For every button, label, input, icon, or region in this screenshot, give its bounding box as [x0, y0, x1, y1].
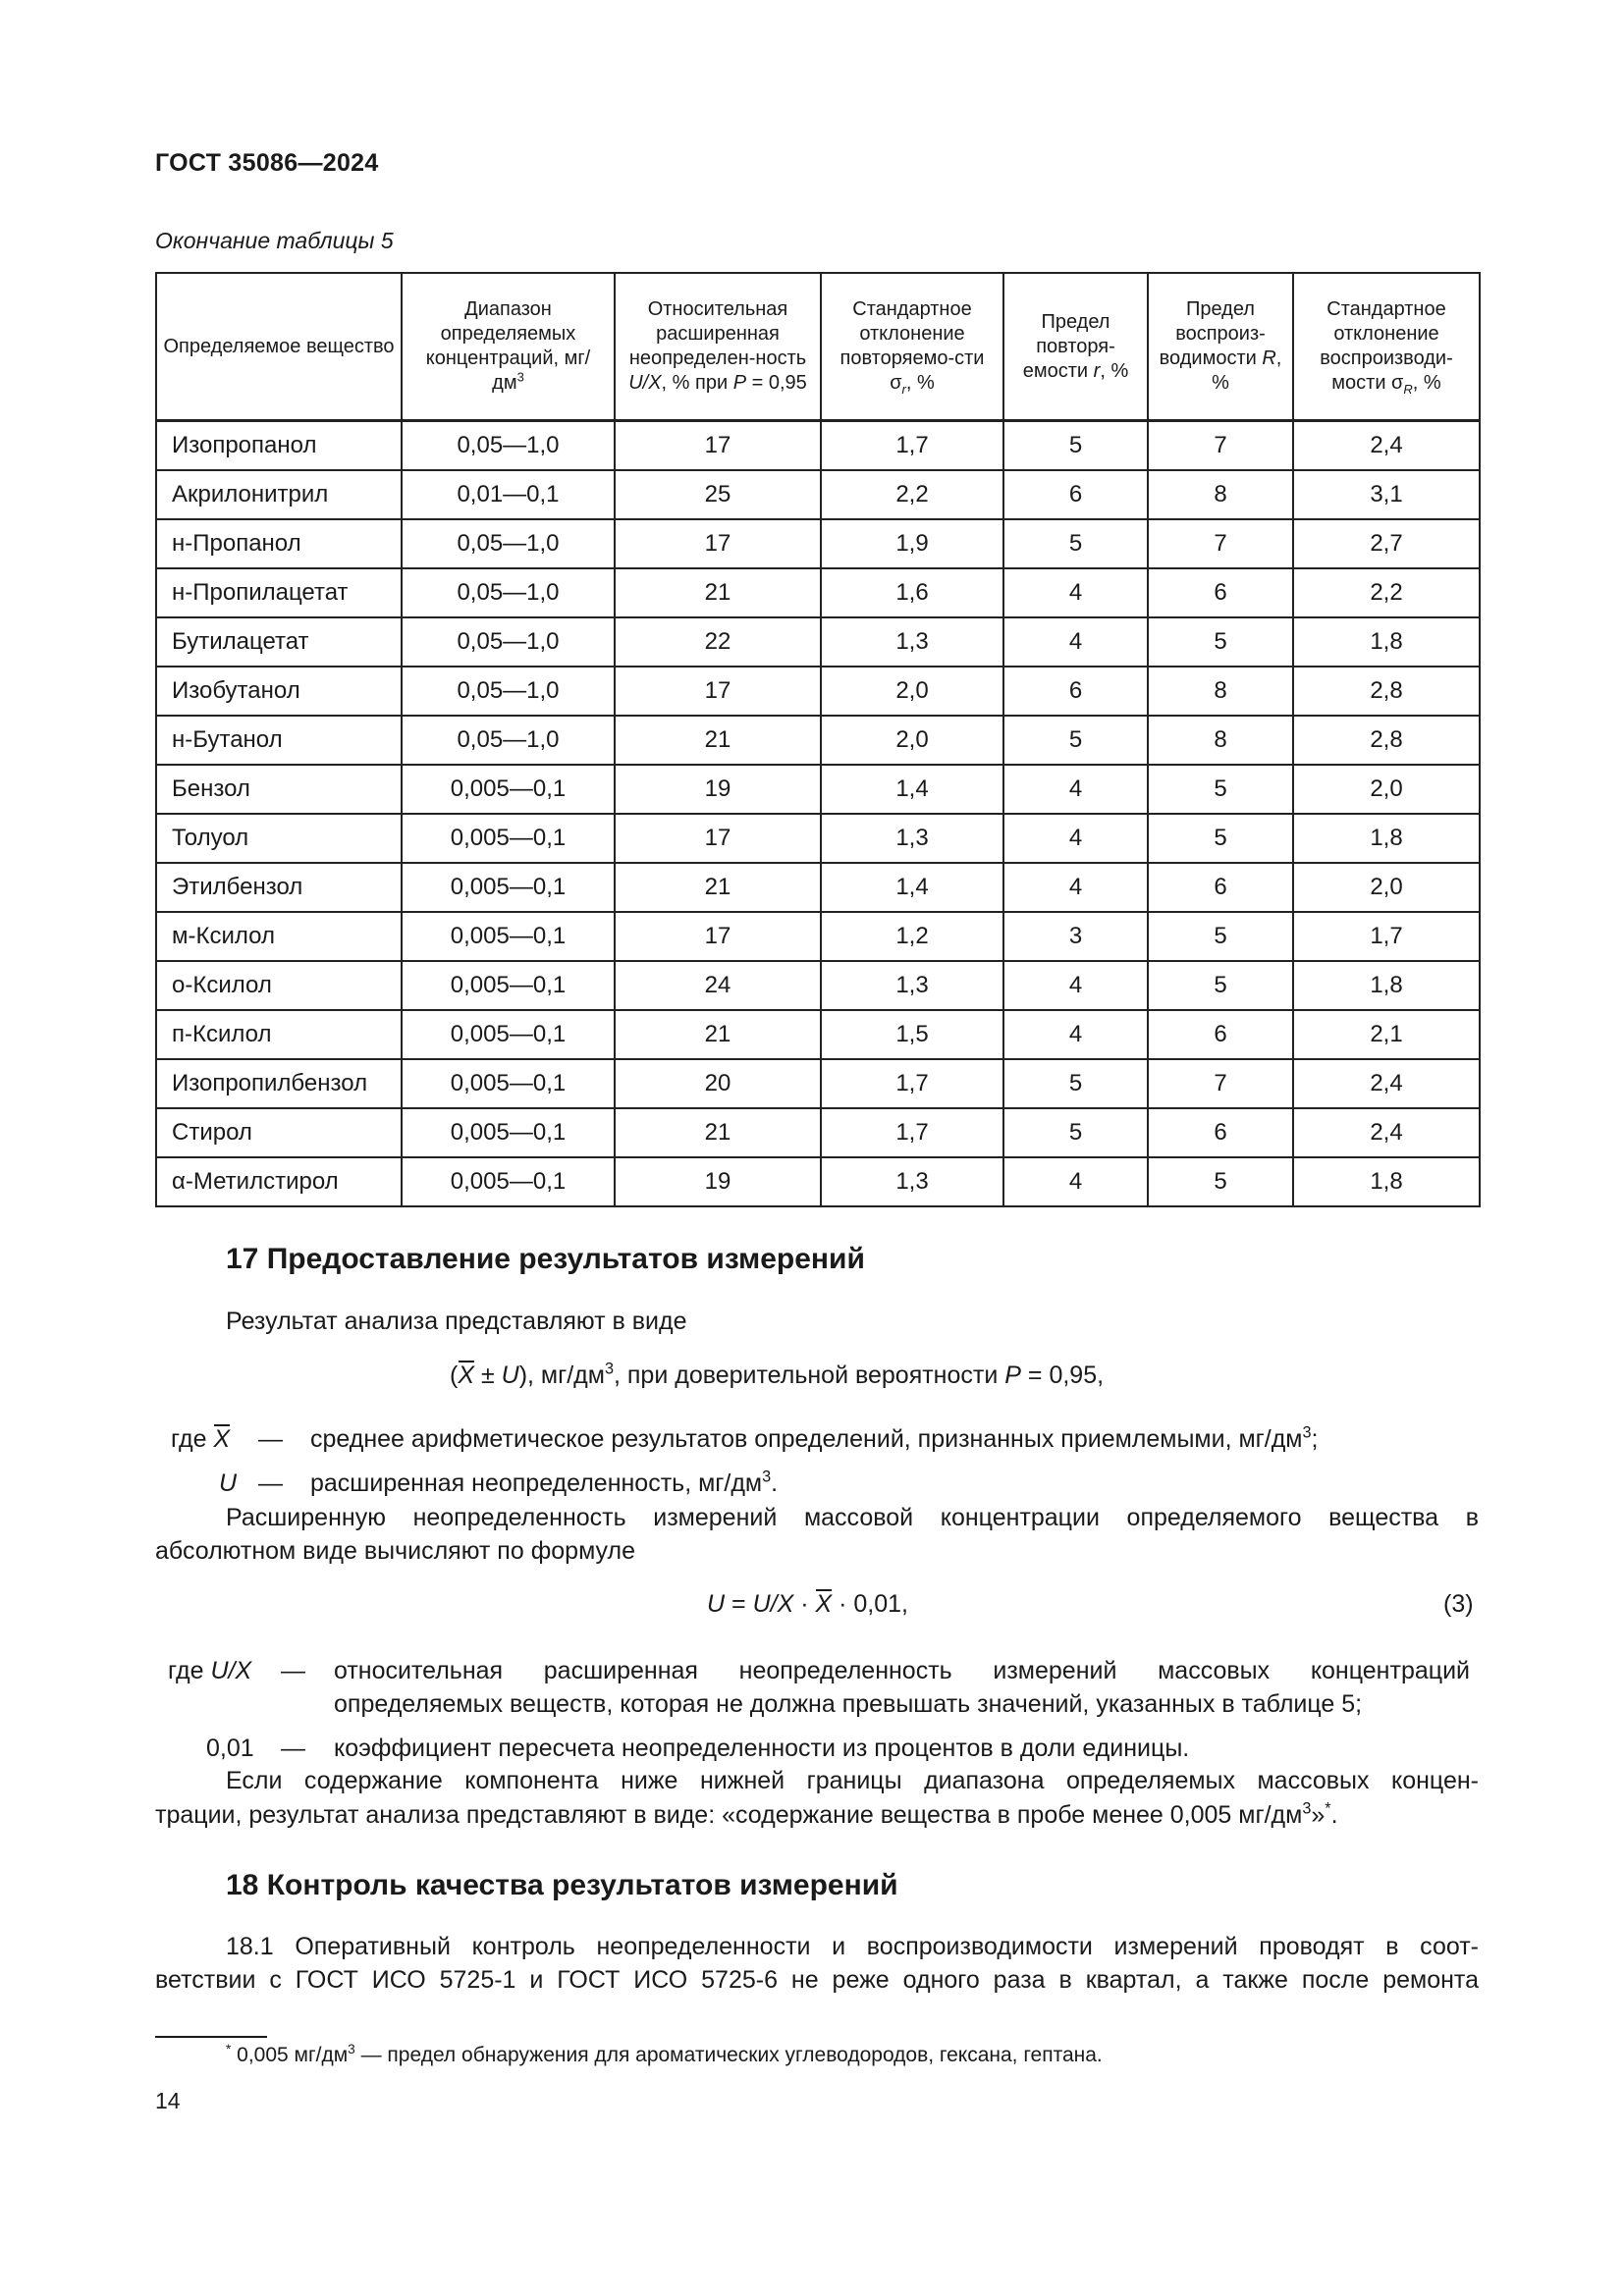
cell-reproducibility-sd: 2,2 — [1293, 568, 1480, 617]
cell-repeatability-limit: 4 — [1003, 863, 1148, 912]
cell-reproducibility-limit: 6 — [1148, 568, 1293, 617]
cell-reproducibility-sd: 2,0 — [1293, 765, 1480, 814]
table-header-row — [156, 273, 1480, 421]
cell-range: 0,05—1,0 — [402, 519, 615, 568]
table-row — [156, 961, 1480, 1010]
cell-range: 0,005—0,1 — [402, 1157, 615, 1206]
cell-uncertainty: 19 — [615, 765, 821, 814]
cell-substance: н-Пропанол — [156, 519, 402, 568]
cell-uncertainty: 19 — [615, 1157, 821, 1206]
cell-repeatability-limit: 4 — [1003, 961, 1148, 1010]
cell-uncertainty: 21 — [615, 863, 821, 912]
cell-substance: Стирол — [156, 1108, 402, 1157]
col-uncertainty: Относительная расширенная неопределен-ность U/X, % при P = 0,95 — [615, 273, 821, 421]
cell-substance: Толуол — [156, 814, 402, 863]
cell-substance: п-Ксилол — [156, 1010, 402, 1059]
cell-reproducibility-sd: 1,8 — [1293, 961, 1480, 1010]
cell-range: 0,005—0,1 — [402, 912, 615, 961]
cell-repeatability-limit: 3 — [1003, 912, 1148, 961]
cell-repeatability-limit: 4 — [1003, 617, 1148, 667]
cell-reproducibility-limit: 5 — [1148, 912, 1293, 961]
cell-uncertainty: 20 — [615, 1059, 821, 1108]
cell-repeatability-limit: 5 — [1003, 421, 1148, 471]
cell-reproducibility-limit: 6 — [1148, 1010, 1293, 1059]
cell-range: 0,005—0,1 — [402, 1010, 615, 1059]
cell-range: 0,005—0,1 — [402, 863, 615, 912]
cell-repeatability-limit: 5 — [1003, 1108, 1148, 1157]
cell-reproducibility-sd: 2,4 — [1293, 1059, 1480, 1108]
cell-uncertainty: 17 — [615, 519, 821, 568]
cell-reproducibility-limit: 7 — [1148, 421, 1293, 471]
cell-range: 0,05—1,0 — [402, 421, 615, 471]
cell-uncertainty: 21 — [615, 1108, 821, 1157]
cell-uncertainty: 17 — [615, 667, 821, 716]
cell-uncertainty: 21 — [615, 1010, 821, 1059]
table-row — [156, 863, 1480, 912]
where-001-text: коэффициент пересчета неопределенности из процентов в доли единицы. — [334, 1735, 1190, 1762]
where-x-lead: где X — [171, 1422, 230, 1456]
section-18-line-1: 18.1 Оперативный контроль неопределенности и воспроизводимости измерений проводят в соот- — [226, 1933, 1479, 1960]
cell-uncertainty: 17 — [615, 912, 821, 961]
cell-repeatability-sd: 1,5 — [821, 1010, 1003, 1059]
table-row — [156, 912, 1480, 961]
where-ux-line-2: определяемых веществ, которая не должна превышать значений, указанных в таблице 5; — [334, 1690, 1363, 1718]
cell-reproducibility-sd: 1,8 — [1293, 617, 1480, 667]
cell-substance: Изопропилбензол — [156, 1059, 402, 1108]
cell-range: 0,05—1,0 — [402, 667, 615, 716]
cell-uncertainty: 17 — [615, 421, 821, 471]
where-u-text: расширенная неопределенность, $мг/дм^3$. — [310, 1468, 779, 1497]
table-row — [156, 1059, 1480, 1108]
cell-reproducibility-sd: 2,4 — [1293, 421, 1480, 471]
cell-repeatability-sd: 1,3 — [821, 814, 1003, 863]
footnote-rule — [155, 2036, 267, 2038]
cell-repeatability-sd: 2,2 — [821, 470, 1003, 519]
cell-range: 0,005—0,1 — [402, 1059, 615, 1108]
section-17-intro: Результат анализа представляют в виде — [226, 1308, 687, 1335]
where-u-sym: U — [219, 1469, 238, 1497]
col-repeatability-limit: Предел повторя-емости r, % — [1003, 273, 1148, 421]
cell-repeatability-sd: 1,7 — [821, 421, 1003, 471]
cell-reproducibility-limit: 5 — [1148, 617, 1293, 667]
cell-reproducibility-limit: 7 — [1148, 1059, 1293, 1108]
cell-repeatability-sd: 1,4 — [821, 765, 1003, 814]
cell-reproducibility-limit: 5 — [1148, 814, 1293, 863]
paragraph-2-line-1: Если содержание компонента ниже нижней границы диапазона определяемых массовых концен- — [226, 1767, 1479, 1794]
cell-repeatability-limit: 5 — [1003, 716, 1148, 765]
cell-range: 0,01—0,1 — [402, 470, 615, 519]
cell-repeatability-sd: 1,6 — [821, 568, 1003, 617]
cell-repeatability-sd: 2,0 — [821, 667, 1003, 716]
formula-3: U = U/X · X · 0,01, — [707, 1587, 908, 1621]
results-table — [155, 272, 1481, 1207]
cell-substance: о-Ксилол — [156, 961, 402, 1010]
cell-range: 0,005—0,1 — [402, 1108, 615, 1157]
cell-reproducibility-sd: 2,0 — [1293, 863, 1480, 912]
col-reproducibility-sd: Стандартное отклонение воспроизводи-мости $\sigma_R$, % — [1293, 273, 1480, 421]
cell-range: 0,05—1,0 — [402, 617, 615, 667]
col-repeatability-sd: Стандартное отклонение повторяемо-сти $\sigma_r$, % — [821, 273, 1003, 421]
where-x-dash: — — [258, 1425, 283, 1453]
cell-range: 0,05—1,0 — [402, 716, 615, 765]
cell-repeatability-sd: 1,7 — [821, 1108, 1003, 1157]
cell-reproducibility-limit: 8 — [1148, 667, 1293, 716]
col-substance: Определяемое вещество — [156, 273, 402, 421]
cell-substance: н-Пропилацетат — [156, 568, 402, 617]
table-row — [156, 1010, 1480, 1059]
where-ux-lead: где U/X — [168, 1657, 252, 1684]
cell-repeatability-sd: 1,3 — [821, 1157, 1003, 1206]
cell-repeatability-limit: 4 — [1003, 814, 1148, 863]
cell-reproducibility-limit: 6 — [1148, 863, 1293, 912]
cell-range: 0,05—1,0 — [402, 568, 615, 617]
cell-reproducibility-limit: 7 — [1148, 519, 1293, 568]
cell-reproducibility-sd: 1,7 — [1293, 912, 1480, 961]
cell-repeatability-limit: 4 — [1003, 1010, 1148, 1059]
cell-reproducibility-limit: 8 — [1148, 470, 1293, 519]
formula-3-number: (3) — [1443, 1590, 1474, 1618]
cell-range: 0,005—0,1 — [402, 765, 615, 814]
cell-substance: н-Бутанол — [156, 716, 402, 765]
table-row — [156, 421, 1480, 471]
table-row — [156, 667, 1480, 716]
document-title: ГОСТ 35086—2024 — [155, 149, 379, 177]
cell-uncertainty: 21 — [615, 716, 821, 765]
cell-reproducibility-limit: 8 — [1148, 716, 1293, 765]
cell-repeatability-sd: 1,4 — [821, 863, 1003, 912]
cell-substance: Бензол — [156, 765, 402, 814]
cell-reproducibility-sd: 3,1 — [1293, 470, 1480, 519]
cell-substance: м-Ксилол — [156, 912, 402, 961]
cell-repeatability-limit: 6 — [1003, 470, 1148, 519]
where-x-text: среднее арифметическое результатов определений, признанных приемлемыми, $мг/дм^3$; — [310, 1423, 1319, 1453]
cell-repeatability-limit: 6 — [1003, 667, 1148, 716]
table-row — [156, 716, 1480, 765]
cell-repeatability-sd: 1,9 — [821, 519, 1003, 568]
where-ux-line-1: относительная расширенная неопределенность измерений массовых концентраций — [334, 1657, 1470, 1684]
table-row — [156, 765, 1480, 814]
cell-reproducibility-sd: 2,4 — [1293, 1108, 1480, 1157]
table-row — [156, 814, 1480, 863]
section-18-heading: 18 Контроль качества результатов измерений — [226, 1869, 898, 1901]
where-001-sym: 0,01 — [206, 1735, 254, 1762]
table-row — [156, 617, 1480, 667]
cell-reproducibility-sd: 2,7 — [1293, 519, 1480, 568]
cell-reproducibility-limit: 5 — [1148, 961, 1293, 1010]
paragraph-line-1: Расширенную неопределенность измерений массовой концентрации определяемого вещества в — [226, 1504, 1479, 1531]
cell-reproducibility-limit: 6 — [1148, 1108, 1293, 1157]
cell-repeatability-sd: 1,3 — [821, 617, 1003, 667]
where-001-dash: — — [281, 1735, 305, 1762]
cell-repeatability-limit: 5 — [1003, 1059, 1148, 1108]
section-18-line-2: ветствии с ГОСТ ИСО 5725-1 и ГОСТ ИСО 5725-6 не реже одного раза в квартал, а также после ремонта — [155, 1966, 1479, 1994]
cell-substance: Этилбензол — [156, 863, 402, 912]
col-range: Диапазон определяемых концентраций, $мг/дм^3$ — [402, 273, 615, 421]
section-17-heading: 17 Предоставление результатов измерений — [226, 1243, 865, 1275]
cell-reproducibility-sd: 2,8 — [1293, 716, 1480, 765]
cell-uncertainty: 22 — [615, 617, 821, 667]
cell-repeatability-sd: 1,3 — [821, 961, 1003, 1010]
footnote: * 0,005 $мг/дм^3$ — предел обнаружения для ароматических углеводородов, гексана, гептана. — [226, 2042, 1103, 2066]
table-row — [156, 568, 1480, 617]
cell-repeatability-sd: 2,0 — [821, 716, 1003, 765]
cell-uncertainty: 21 — [615, 568, 821, 617]
cell-uncertainty: 25 — [615, 470, 821, 519]
cell-repeatability-limit: 4 — [1003, 568, 1148, 617]
cell-reproducibility-limit: 5 — [1148, 765, 1293, 814]
where-ux-dash: — — [281, 1657, 305, 1684]
paragraph-line-2: абсолютном виде вычисляют по формуле — [155, 1537, 635, 1565]
cell-substance: Бутилацетат — [156, 617, 402, 667]
paragraph-2-line-2: трации, результат анализа представляют в виде: «содержание вещества в пробе менее 0,005 $мг/дм^3»^*$. — [155, 1799, 1338, 1829]
table-row — [156, 519, 1480, 568]
cell-substance: Изопропанол — [156, 421, 402, 471]
col-reproducibility-limit: Предел воспроиз-водимости R, % — [1148, 273, 1293, 421]
cell-substance: Акрилонитрил — [156, 470, 402, 519]
table-row — [156, 1157, 1480, 1206]
cell-range: 0,005—0,1 — [402, 814, 615, 863]
cell-reproducibility-sd: 1,8 — [1293, 814, 1480, 863]
cell-uncertainty: 24 — [615, 961, 821, 1010]
cell-reproducibility-limit: 5 — [1148, 1157, 1293, 1206]
cell-repeatability-limit: 5 — [1003, 519, 1148, 568]
cell-substance: α-Метилстирол — [156, 1157, 402, 1206]
cell-reproducibility-sd: 2,1 — [1293, 1010, 1480, 1059]
where-u-dash: — — [258, 1469, 283, 1497]
formula-result: (X ± U), $мг/дм^3$, при доверительной вероятности P = 0,95, — [450, 1359, 1104, 1392]
cell-repeatability-limit: 4 — [1003, 1157, 1148, 1206]
cell-repeatability-sd: 1,7 — [821, 1059, 1003, 1108]
cell-substance: Изобутанол — [156, 667, 402, 716]
cell-repeatability-limit: 4 — [1003, 765, 1148, 814]
cell-repeatability-sd: 1,2 — [821, 912, 1003, 961]
table-row — [156, 1108, 1480, 1157]
cell-reproducibility-sd: 1,8 — [1293, 1157, 1480, 1206]
cell-range: 0,005—0,1 — [402, 961, 615, 1010]
cell-uncertainty: 17 — [615, 814, 821, 863]
table-row — [156, 470, 1480, 519]
table-caption: Окончание таблицы 5 — [155, 228, 394, 253]
page-number: 14 — [155, 2088, 181, 2113]
cell-reproducibility-sd: 2,8 — [1293, 667, 1480, 716]
